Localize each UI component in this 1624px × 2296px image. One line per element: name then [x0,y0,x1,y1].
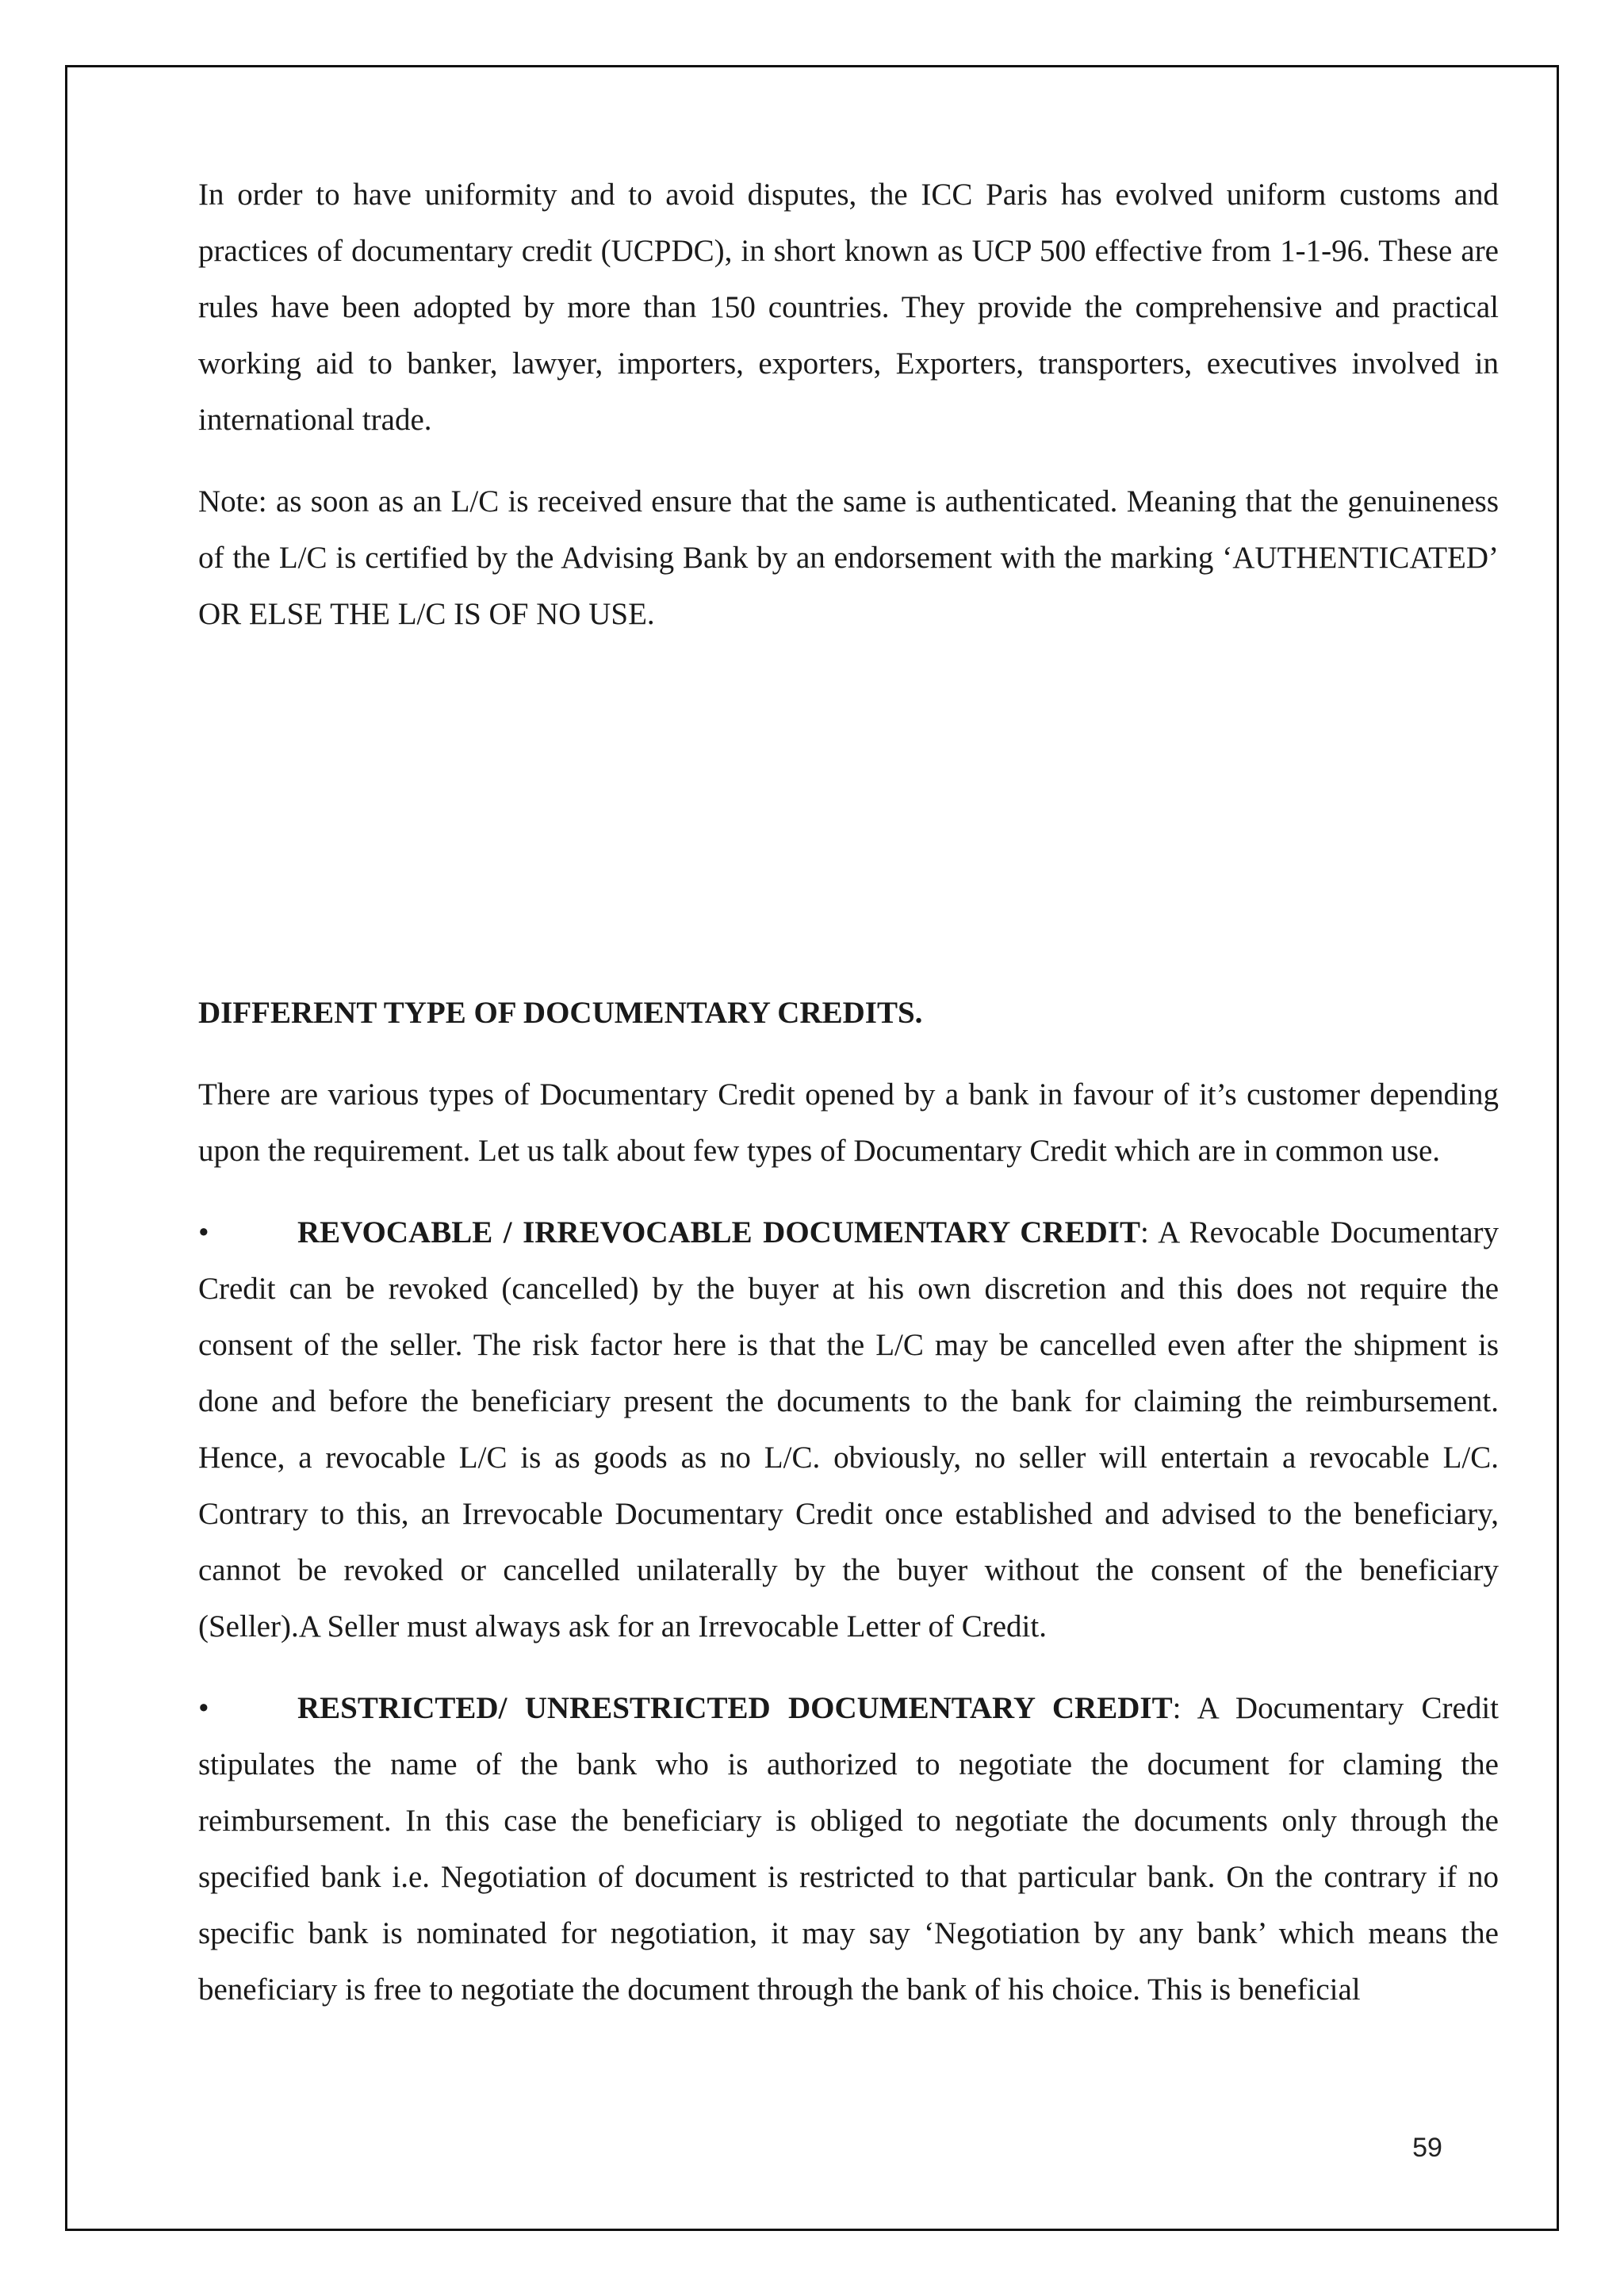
paragraph-note: Note: as soon as an L/C is received ensure that the same is authenticated. Meaning that the genuineness of the L/C is certified by the Advising Bank by an endorsement with the marking ‘AUTHENTICATED’ OR ELSE THE L/C IS OF NO USE. [198,484,1499,631]
bullet-title: RESTRICTED/ UNRESTRICTED DOCUMENTARY CREDIT [297,1691,1173,1725]
page-number: 59 [1412,2133,1442,2163]
bullet-revocable [198,1204,1499,1655]
bullet-marker: • [198,1691,209,1725]
section-heading: DIFFERENT TYPE OF DOCUMENTARY CREDITS. [198,996,923,1030]
bullet-title: REVOCABLE / IRREVOCABLE DOCUMENTARY CREDIT [297,1215,1140,1249]
bullet-marker: • [198,1215,209,1249]
bullet-restricted [198,1680,1499,2018]
document-body [198,166,1499,2018]
bullet-body: : A Documentary Credit stipulates the name of the bank who is authorized to negotiate the document for claming the reimbursement. In this case the beneficiary is obliged to negotiate the documents only through the specified bank i.e. Negotiation of document is restricted to that particular bank. On the contrary if no specific bank is nominated for negotiation, it may say ‘Negotiation by any bank’ which means the beneficiary is free to negotiate the document through the bank of his choice. This is beneficial [198,1691,1499,2007]
paragraph-ucp: In order to have uniformity and to avoid disputes, the ICC Paris has evolved uniform customs and practices of documentary credit (UCPDC), in short known as UCP 500 effective from 1-1-96. These are rules have been adopted by more than 150 countries. They provide the comprehensive and practical working aid to banker, lawyer, importers, exporters, Exporters, transporters, executives involved in international trade. [198,178,1499,437]
section-intro: There are various types of Documentary Credit opened by a bank in favour of it’s customer depending upon the requirement. Let us talk about few types of Documentary Credit which are in common use. [198,1077,1499,1168]
bullet-body: : A Revocable Documentary Credit can be revoked (cancelled) by the buyer at his own discretion and this does not require the consent of the seller. The risk factor here is that the L/C may be cancelled even after the shipment is done and before the beneficiary present the documents to the bank for claiming the reimbursement. Hence, a revocable L/C is as goods as no L/C. obviously, no seller will entertain a revocable L/C. Contrary to this, an Irrevocable Documentary Credit once established and advised to the beneficiary, cannot be revoked or cancelled unilaterally by the buyer without the consent of the beneficiary (Seller).A Seller must always ask for an Irrevocable Letter of Credit. [198,1215,1499,1644]
